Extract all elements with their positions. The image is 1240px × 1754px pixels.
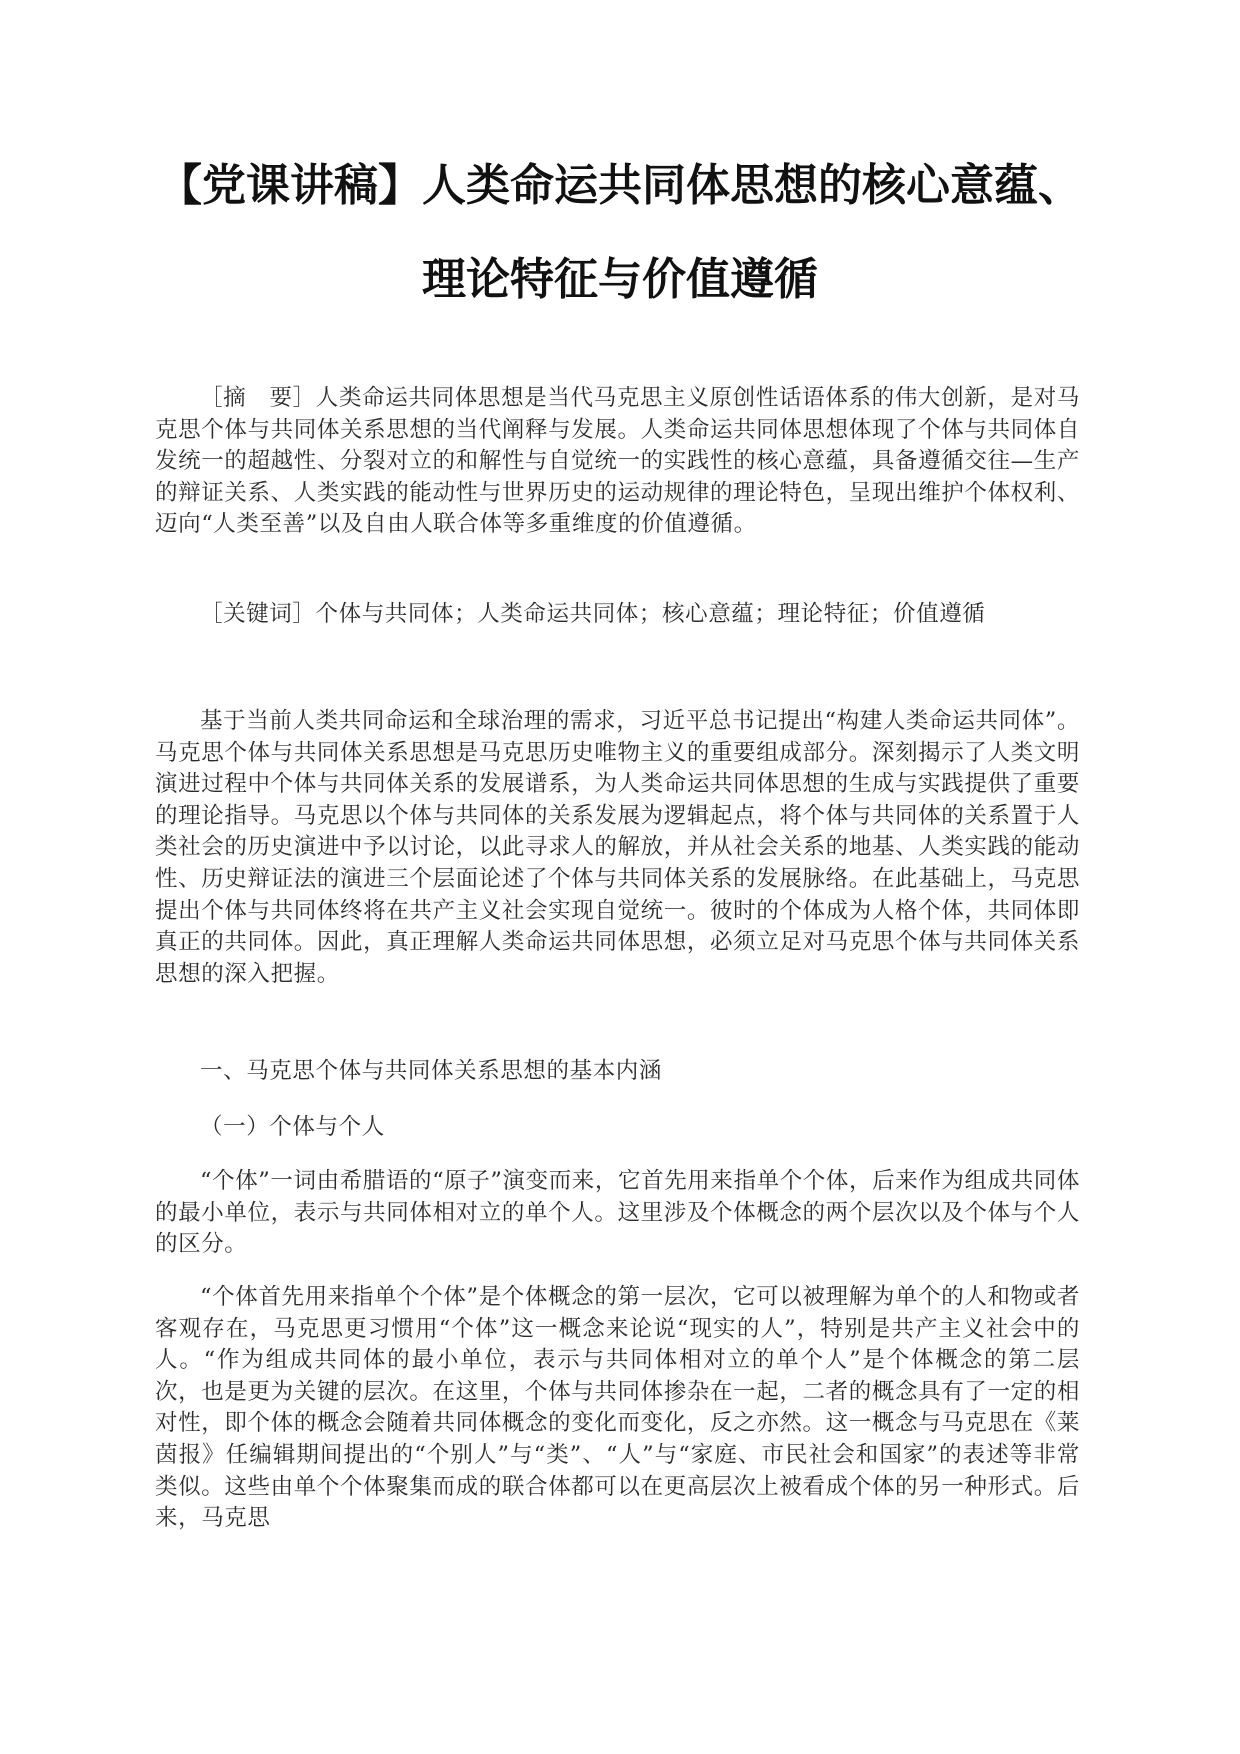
subsection-heading: （一）个体与个人: [200, 1114, 385, 1140]
document-title-line-2: 理论特征与价值遵循: [422, 254, 818, 305]
body-paragraph-2: “个体首先用来指单个个体”是个体概念的第一层次，它可以被理解为单个的人和物或者客观存在，马克思更习惯用“个体”这一概念来论说“现实的人”，特别是共产主义社会中的人。“作为组成共同体的最小单位，表示与共同体相对立的单个人”是个体概念的第二层次，也是更为关键的层次。在这里，个体与共同体掺杂在一起，二者的概念具有了一定的相对性，即个体的概念会随着共同体概念的变化而变化，反之亦然。这一概念与马克思在《莱茵报》任编辑期间提出的“个别人”与“类”、“人”与“家庭、市民社会和国家”的表述等非常类似。这些由单个个体聚集而成的联合体都可以在更高层次上被看成个体的另一种形式。后来，马克思: [155, 1284, 1080, 1532]
abstract-paragraph: ［摘 要］人类命运共同体思想是当代马克思主义原创性话语体系的伟大创新，是对马克思个体与共同体关系思想的当代阐释与发展。人类命运共同体思想体现了个体与共同体自发统一的超越性、分裂对立的和解性与自觉统一的实践性的核心意蕴，具备遵循交往—生产的辩证关系、人类实践的能动性与世界历史的运动规律的理论特色，呈现出维护个体权利、迈向“人类至善”以及自由人联合体等多重维度的价值遵循。: [155, 385, 1080, 538]
intro-paragraph: 基于当前人类共同命运和全球治理的需求，习近平总书记提出“构建人类命运共同体”。马克思个体与共同体关系思想是马克思历史唯物主义的重要组成部分。深刻揭示了人类文明演进过程中个体与共同体关系的发展谱系，为人类命运共同体思想的生成与实践提供了重要的理论指导。马克思以个体与共同体的关系发展为逻辑起点，将个体与共同体的关系置于人类社会的历史演进中予以讨论，以此寻求人的解放，并从社会关系的地基、人类实践的能动性、历史辩证法的演进三个层面论述了个体与共同体关系的发展脉络。在此基础上，马克思提出个体与共同体终将在共产主义社会实现自觉统一。彼时的个体成为人格个体，共同体即真正的共同体。因此，真正理解人类命运共同体思想，必须立足对马克思个体与共同体关系思想的深入把握。: [155, 708, 1080, 987]
document-title-line-1: 【党课讲稿】人类命运共同体思想的核心意蕴、: [158, 160, 1082, 211]
body-paragraph-1: “个体”一词由希腊语的“原子”演变而来，它首先用来指单个个体，后来作为组成共同体的最小单位，表示与共同体相对立的单个人。这里涉及个体概念的两个层次以及个体与个人的区分。: [155, 1168, 1081, 1258]
keywords-paragraph: ［关键词］个体与共同体；人类命运共同体；核心意蕴；理论特征；价值遵循: [200, 601, 986, 627]
section-heading: 一、马克思个体与共同体关系思想的基本内涵: [200, 1058, 663, 1084]
